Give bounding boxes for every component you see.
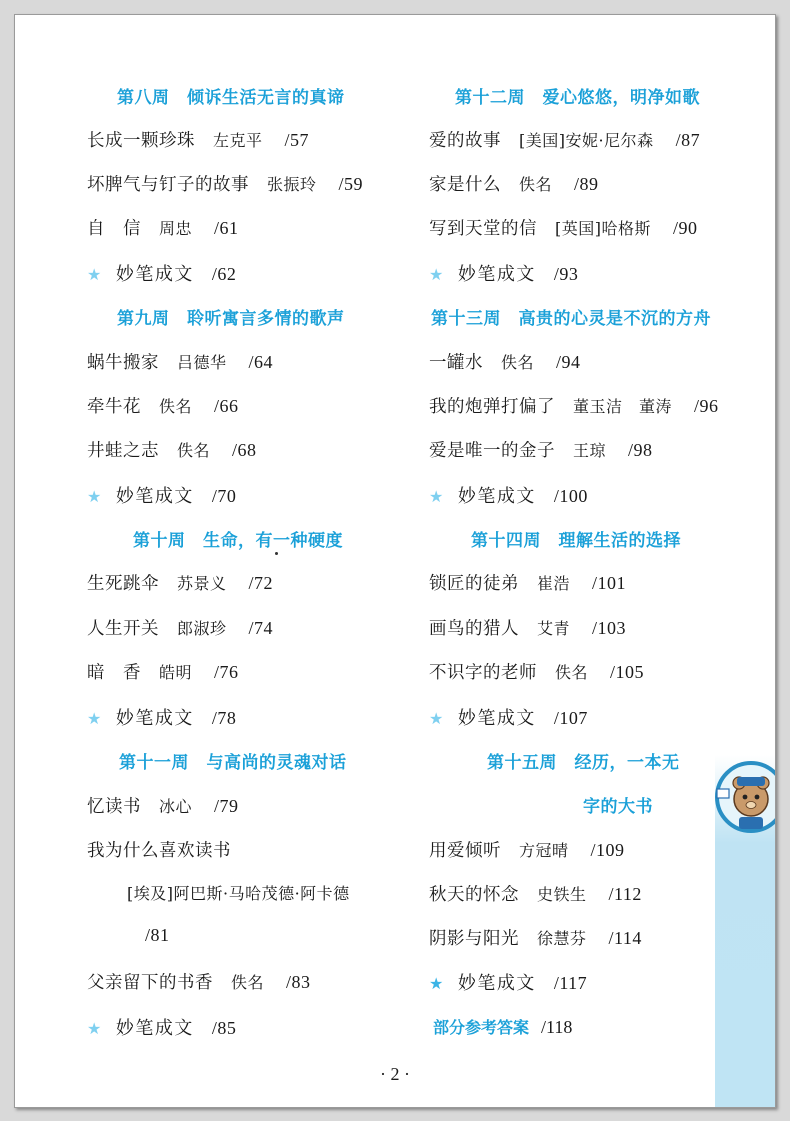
entry-page: /112 [608, 884, 642, 904]
entry-page: /62 [211, 264, 237, 284]
toc-entry[interactable] [429, 659, 644, 684]
entry-page: /94 [556, 352, 581, 372]
toc-entry[interactable] [429, 570, 626, 595]
entry-page: /89 [574, 174, 599, 194]
star-icon: ★ [87, 1019, 102, 1038]
entry-title: 井蛙之志 [87, 441, 159, 461]
entry-author: 苏景义 [177, 574, 227, 593]
entry-title: 我为什么喜欢读书 [87, 841, 231, 861]
week10-heading: 第十周 生命，有一种硬度 [133, 531, 343, 551]
entry-title: 阴影与阳光 [429, 929, 519, 949]
entry-page: /70 [211, 486, 237, 506]
entry-author: 郎淑珍 [177, 619, 227, 638]
star-icon: ★ [87, 709, 102, 728]
week8-heading: 第八周 倾诉生活无言的真谛 [117, 88, 345, 108]
essay-title: 妙笔成文 [115, 264, 194, 285]
toc-entry[interactable] [429, 127, 700, 152]
entry-page: /68 [232, 440, 257, 460]
toc-entry[interactable] [429, 881, 642, 906]
entry-title: 人生开关 [87, 619, 159, 639]
entry-title: 画鸟的猎人 [429, 619, 519, 639]
entry-page: /57 [284, 130, 310, 150]
entry-page: /72 [248, 573, 274, 593]
answers-entry[interactable] [433, 1015, 572, 1038]
entry-page: /107 [553, 708, 588, 728]
week14-heading: 第十四周 理解生活的选择 [471, 531, 681, 551]
toc-entry[interactable] [87, 171, 363, 196]
essay-title: 妙笔成文 [457, 264, 536, 285]
entry-author: 史铁生 [537, 885, 587, 904]
entry-title: 不识字的老师 [429, 663, 537, 683]
toc-page [14, 14, 776, 1108]
essay-entry[interactable] [87, 1014, 236, 1040]
entry-author: 左克平 [213, 131, 263, 150]
entry-page: /85 [211, 1018, 237, 1038]
entry-title: 生死跳伞 [87, 574, 159, 594]
entry-page: /90 [673, 218, 698, 238]
entry-author: 崔浩 [537, 574, 571, 593]
entry-page: /105 [610, 662, 645, 682]
entry-title: 用爱倾听 [429, 841, 501, 861]
emphasis-dot [275, 552, 278, 555]
entry-author: [英国]哈格斯 [555, 219, 651, 238]
entry-page: /74 [248, 618, 274, 638]
entry-page: /64 [248, 352, 274, 372]
entry-author: 王琼 [573, 441, 607, 460]
entry-author: 皓明 [159, 663, 193, 682]
essay-title: 妙笔成文 [115, 1018, 194, 1039]
week15-heading: 第十五周 经历，一本无 [487, 753, 680, 773]
toc-entry[interactable] [429, 437, 653, 462]
star-icon: ★ [87, 265, 102, 284]
entry-author: 徐慧芬 [537, 929, 587, 948]
entry-title: 自 信 [87, 219, 141, 239]
toc-entry[interactable] [429, 925, 642, 950]
toc-entry[interactable] [87, 349, 273, 374]
entry-page: /103 [592, 618, 627, 638]
entry-author: 张振玲 [267, 175, 317, 194]
toc-entry[interactable] [87, 969, 311, 994]
week13-heading: 第十三周 高贵的心灵是不沉的方舟 [431, 309, 711, 329]
entry-title: 我的炮弹打偏了 [429, 397, 555, 417]
essay-title: 妙笔成文 [115, 708, 194, 729]
entry-page: /117 [553, 973, 588, 993]
entry-title: 一罐水 [429, 353, 483, 373]
star-icon: ★ [429, 709, 444, 728]
essay-entry[interactable] [429, 482, 588, 508]
star-icon: ★ [87, 487, 102, 506]
essay-title: 妙笔成文 [457, 486, 536, 507]
essay-entry[interactable] [429, 260, 578, 286]
entry-title: 锁匠的徒弟 [429, 574, 519, 594]
week11-heading: 第十一周 与高尚的灵魂对话 [119, 753, 347, 773]
entry-author: [美国]安妮·尼尔森 [519, 131, 654, 150]
entry-page: /78 [211, 708, 237, 728]
week15-heading-cont: 字的大书 [583, 797, 653, 817]
entry-page: /98 [628, 440, 653, 460]
toc-entry[interactable] [87, 215, 239, 240]
toc-entry[interactable] [429, 349, 581, 374]
toc-entry[interactable] [87, 127, 309, 152]
entry-author: 吕德华 [177, 353, 227, 372]
entry-page: /61 [214, 218, 239, 238]
entry-author: 佚名 [159, 397, 193, 416]
entry-title: 牵牛花 [87, 397, 141, 417]
entry-author: 佚名 [555, 663, 589, 682]
entry-page: /100 [553, 486, 588, 506]
essay-title: 妙笔成文 [457, 973, 536, 994]
toc-entry[interactable] [429, 171, 599, 196]
entry-title: 爱是唯一的金子 [429, 441, 555, 461]
star-icon: ★ [429, 487, 444, 506]
toc-entry[interactable] [87, 437, 257, 462]
toc-entry[interactable] [87, 659, 239, 684]
week12-heading: 第十二周 爱心悠悠，明净如歌 [455, 88, 700, 108]
entry-page: /59 [338, 174, 364, 194]
entry-title: 坏脾气与钉子的故事 [87, 175, 249, 195]
toc-entry[interactable] [429, 393, 719, 418]
entry-title: 蜗牛搬家 [87, 353, 159, 373]
page-number: · 2 · [380, 1064, 410, 1084]
entry-page: /101 [592, 573, 627, 593]
toc-entry[interactable] [87, 393, 239, 418]
entry-page: /109 [590, 840, 625, 860]
entry-author: 冰心 [159, 797, 193, 816]
entry-page: /81 [145, 925, 170, 945]
entry-author: 佚名 [177, 441, 211, 460]
answers-title: 部分参考答案 [433, 1018, 530, 1037]
essay-title: 妙笔成文 [115, 486, 194, 507]
entry-author: 方冠晴 [519, 841, 569, 860]
star-icon: ★ [429, 265, 444, 284]
entry-author-line [127, 881, 372, 904]
bear-mascot-icon [709, 755, 776, 845]
entry-author: 佚名 [231, 973, 265, 992]
entry-page: /96 [694, 396, 719, 416]
entry-page: /83 [286, 972, 311, 992]
toc-entry[interactable] [87, 793, 239, 818]
toc-entry[interactable] [87, 615, 273, 640]
essay-entry[interactable] [87, 482, 236, 508]
toc-entry[interactable] [429, 837, 625, 862]
entry-page: /114 [608, 928, 642, 948]
entry-title: 爱的故事 [429, 131, 501, 151]
entry-author: 佚名 [519, 175, 553, 194]
toc-entry[interactable] [87, 837, 249, 862]
entry-title: 写到天堂的信 [429, 219, 537, 239]
entry-title: 家是什么 [429, 175, 501, 195]
entry-title: 忆读书 [87, 797, 141, 817]
toc-entry[interactable] [87, 570, 273, 595]
toc-entry[interactable] [429, 215, 698, 240]
entry-page: /76 [214, 662, 239, 682]
entry-author: 艾青 [537, 619, 571, 638]
entry-page: /79 [214, 796, 239, 816]
entry-title: 秋天的怀念 [429, 885, 519, 905]
entry-page-line [145, 925, 170, 946]
entry-author: 佚名 [501, 353, 535, 372]
essay-entry[interactable] [87, 260, 236, 286]
essay-title: 妙笔成文 [457, 708, 536, 729]
star-icon: ★ [429, 974, 444, 993]
entry-author: 周忠 [159, 219, 193, 238]
entry-page: /93 [553, 264, 579, 284]
entry-page: /87 [675, 130, 701, 150]
entry-title: 长成一颗珍珠 [87, 131, 195, 151]
entry-title: 暗 香 [87, 663, 141, 683]
entry-author: [埃及]阿巴斯·马哈茂德·阿卡德 [127, 884, 350, 903]
essay-entry[interactable] [87, 704, 236, 730]
entry-title: 父亲留下的书香 [87, 973, 213, 993]
entry-author: 董玉洁 董涛 [573, 397, 673, 416]
essay-entry[interactable] [429, 969, 587, 995]
essay-entry[interactable] [429, 704, 588, 730]
week9-heading: 第九周 聆听寓言多情的歌声 [117, 309, 345, 329]
toc-entry[interactable] [429, 615, 626, 640]
entry-page: /118 [541, 1017, 573, 1037]
entry-page: /66 [214, 396, 239, 416]
